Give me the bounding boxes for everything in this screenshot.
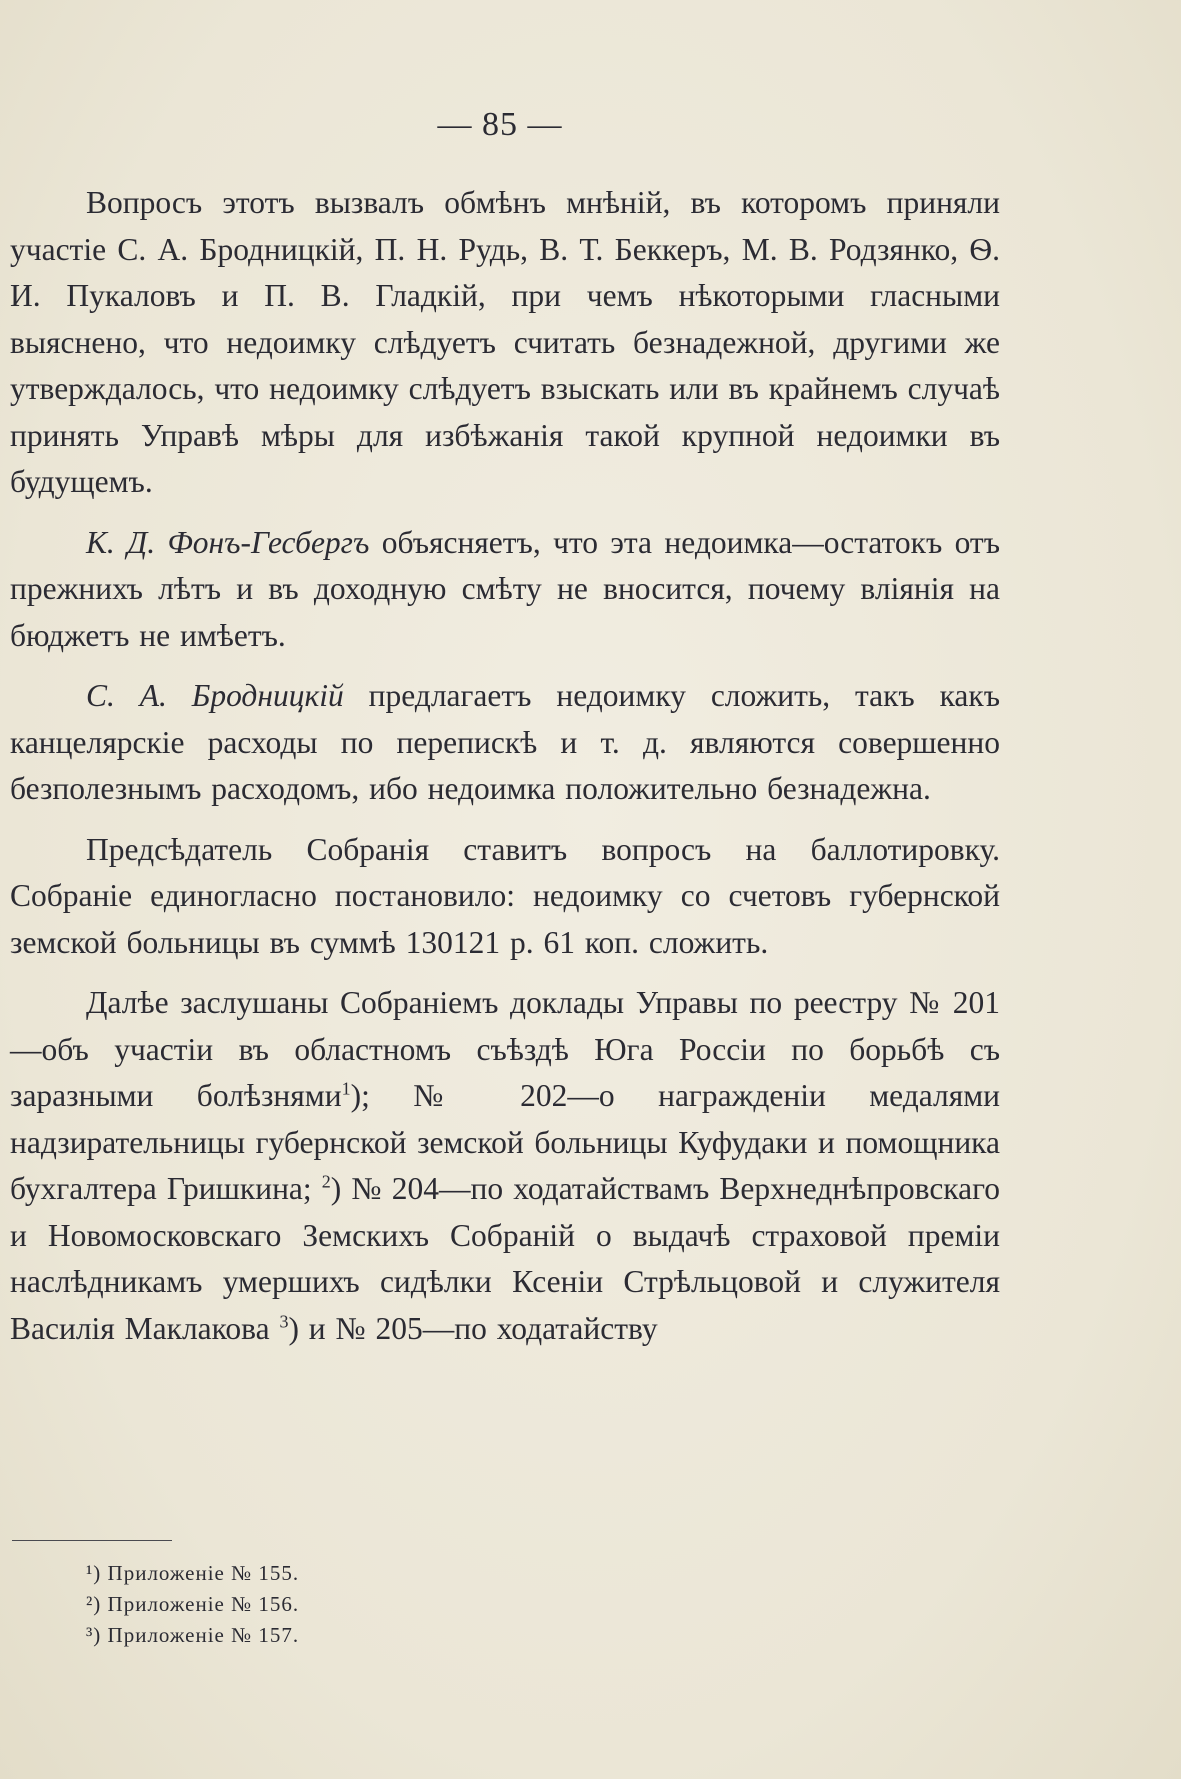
page-number: — 85 — (437, 106, 563, 143)
paragraph (10, 673, 1000, 813)
paragraph: Вопросъ этотъ вызвалъ обмѣнъ мнѣній, въ которомъ приняли участіе С. А. Бродницкій, П. Н. Рудь, В. Т. Беккеръ, М. В. Родзянко, Ѳ. И. Пукаловъ и П. В. Гладкій, при чемъ нѣкоторыми гласными выяснено, что недоимку слѣдуетъ считать безнадежной, другими же утверждалось, что недоимку слѣдуетъ взыскать или въ крайнемъ случаѣ принять Управѣ мѣры для избѣжанія такой крупной недоимки въ будущемъ. (10, 185, 1000, 499)
speaker-name: С. А. Бродницкій (86, 678, 344, 713)
footnote-divider (12, 1540, 172, 1541)
speaker-name: К. Д. Фонъ-Гесбергъ (86, 524, 370, 560)
paragraph-text: Далѣе заслушаны Собраніемъ доклады Управы по реестру № 201—объ участіи въ областномъ съѣздѣ Юга Россіи по борьбѣ съ заразными болѣзнями (10, 985, 1000, 1113)
footnote-marker: 2 (321, 1171, 331, 1192)
paragraph-text: ); № 202—о награжденіи медалями надзирательницы губернской земской больницы Куфудаки и помощника бухгалтера Гришкина; (10, 1078, 1000, 1206)
footnote: ²) Приложеніе № 156. (86, 1592, 300, 1616)
footnote: ¹) Приложеніе № 155. (86, 1561, 300, 1585)
paragraph: Предсѣдатель Собранія ставитъ вопросъ на баллотировку. Собраніе единогласно постановило: недоимку со счетовъ губернской земской больницы въ суммѣ 130121 р. 61 коп. сложить. (10, 831, 1000, 960)
footnotes (86, 1558, 299, 1651)
paragraph (10, 980, 1000, 1352)
paragraph-text: ) № 204—по ходатайствамъ Верхнеднѣпровскаго и Новомосковскаго Земскихъ Собраній о выдачѣ страховой преміи наслѣдникамъ умершихъ сидѣлки Ксеніи Стрѣльцовой и служителя Василія Маклакова (10, 1171, 1000, 1346)
footnote-marker: 3 (279, 1311, 289, 1331)
footnote: ³) Приложеніе № 157. (86, 1623, 300, 1647)
paragraph (10, 520, 1000, 660)
paragraph-text: объясняетъ, что эта недоимка—остатокъ отъ прежнихъ лѣтъ и въ доходную смѣту не вносится, почему вліянія на бюджетъ не имѣетъ. (10, 524, 1000, 653)
paragraph-text: ) и № 205—по ходатайству (288, 1310, 658, 1346)
paragraph-text: предлагаетъ недоимку сложить, такъ какъ канцелярскіе расходы по перепискѣ и т. д. являются совершенно безполезнымъ расходомъ, ибо недоимка положительно безнадежна. (10, 678, 1000, 806)
main-text (10, 180, 1000, 1352)
footnote-marker: 1 (341, 1078, 351, 1099)
